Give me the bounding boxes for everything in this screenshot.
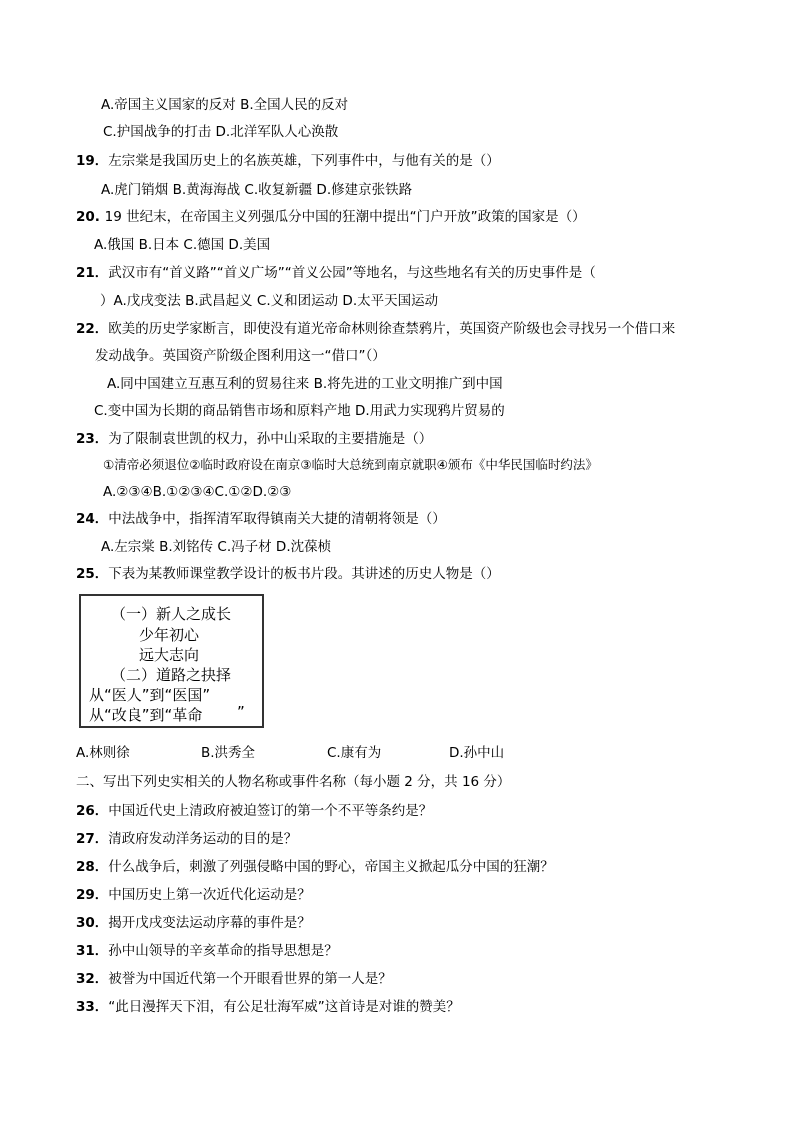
question-25 (76, 564, 500, 584)
question-number: 29． (76, 887, 109, 903)
question-text: 左宗棠是我国历史上的名族英雄，下列事件中，与他有关的是（） (108, 153, 500, 169)
blackboard-excerpt-box (79, 594, 264, 728)
board-line-5: 从“医人”到“医国” (89, 686, 211, 704)
question-text: 清政府发动洋务运动的目的是？ (108, 831, 298, 847)
question-number: 30． (76, 915, 109, 931)
question-number: 32． (76, 971, 109, 987)
question-text: 中国近代史上清政府被迫签订的第一个不平等条约是？ (108, 803, 433, 819)
board-line-6-end-quote: ” (237, 703, 245, 721)
question-number: 21． (76, 265, 109, 281)
q22-options-ab: A.同中国建立互惠互利的贸易往来 B.将先进的工业文明推广到中国 (107, 376, 503, 392)
question-text: 为了限制袁世凯的权力，孙中山采取的主要措施是（） (108, 431, 433, 447)
q25-option-d: D.孙中山 (449, 745, 505, 761)
q19-options: A.虎门销烟 B.黄海海战 C.收复新疆 D.修建京张铁路 (101, 182, 413, 198)
q21-continuation: ）A.戊戌变法 B.武昌起义 C.义和团运动 D.太平天国运动 (100, 293, 439, 309)
question-number: 19． (76, 153, 109, 169)
board-line-1: （一）新人之成长 (111, 605, 232, 623)
question-number: 24． (76, 511, 109, 527)
question-33 (76, 997, 460, 1017)
board-line-2: 少年初心 (139, 626, 200, 644)
q18-options-cd: C.护国战争的打击 D.北洋军队人心涣散 (103, 124, 339, 140)
question-text: 孙中山领导的辛亥革命的指导思想是？ (108, 943, 338, 959)
question-text: “此日漫挥天下泪，有公足壮海军威”这首诗是对谁的赞美？ (108, 999, 460, 1015)
question-text: 什么战争后，刺激了列强侵略中国的野心，帝国主义掀起瓜分中国的狂潮？ (108, 859, 554, 875)
question-21 (76, 263, 596, 283)
question-text: 中法战争中，指挥清军取得镇南关大捷的清朝将领是（） (108, 511, 446, 527)
question-32 (76, 969, 392, 989)
question-20 (76, 207, 586, 227)
question-text: 被誉为中国近代第一个开眼看世界的第一人是？ (108, 971, 392, 987)
board-line-3: 远大志向 (139, 646, 200, 664)
question-text: 揭开戊戌变法运动序幕的事件是？ (108, 915, 311, 931)
question-number: 28． (76, 859, 109, 875)
q23-items: ①清帝必须退位②临时政府设在南京③临时大总统到南京就职④颁布《中华民国临时约法》 (103, 457, 598, 472)
question-number: 27． (76, 831, 109, 847)
question-19 (76, 151, 500, 171)
question-number: 26． (76, 803, 109, 819)
question-28 (76, 857, 554, 877)
q20-options: A.俄国 B.日本 C.德国 D.美国 (94, 237, 271, 253)
question-22 (76, 319, 675, 339)
q23-options: A.②③④B.①②③④C.①②D.②③ (103, 484, 292, 500)
question-text: 下表为某教师课堂教学设计的板书片段。其讲述的历史人物是（） (108, 566, 500, 582)
question-number: 22． (76, 321, 109, 337)
question-text: 武汉市有“首义路”“首义广场”“首义公园”等地名，与这些地名有关的历史事件是（ (108, 265, 596, 281)
q25-option-a: A.林则徐 (76, 745, 130, 761)
question-number: 20. (76, 209, 105, 225)
section-2-heading: 二、写出下列史实相关的人物名称或事件名称（每小题 2 分，共 16 分） (76, 774, 511, 790)
question-24 (76, 509, 446, 529)
question-text: 欧美的历史学家断言，即使没有道光帝命林则徐查禁鸦片，英国资产阶级也会寻找另一个借口来 (108, 321, 676, 337)
question-26 (76, 801, 432, 821)
board-line-4: （二）道路之抉择 (111, 666, 232, 684)
q22-options-cd: C.变中国为长期的商品销售市场和原料产地 D.用武力实现鸦片贸易的 (94, 403, 505, 419)
q18-options-ab: A.帝国主义国家的反对 B.全国人民的反对 (101, 97, 349, 113)
board-line-6: 从“改良”到“革命 (89, 706, 203, 724)
question-text: 19 世纪末，在帝国主义列强瓜分中国的狂潮中提出“门户开放”政策的国家是（） (104, 209, 586, 225)
question-30 (76, 913, 311, 933)
question-text: 中国历史上第一次近代化运动是？ (108, 887, 311, 903)
q25-option-b: B.洪秀全 (201, 745, 256, 761)
question-31 (76, 941, 338, 961)
question-27 (76, 829, 297, 849)
q24-options: A.左宗棠 B.刘铭传 C.冯子材 D.沈葆桢 (101, 539, 332, 555)
question-number: 23． (76, 431, 109, 447)
q25-option-c: C.康有为 (327, 745, 382, 761)
question-number: 25． (76, 566, 109, 582)
q22-continuation: 发动战争。英国资产阶级企图利用这一“借口”（） (95, 348, 386, 364)
question-number: 31． (76, 943, 109, 959)
question-29 (76, 885, 311, 905)
question-number: 33． (76, 999, 109, 1015)
question-23 (76, 429, 432, 449)
